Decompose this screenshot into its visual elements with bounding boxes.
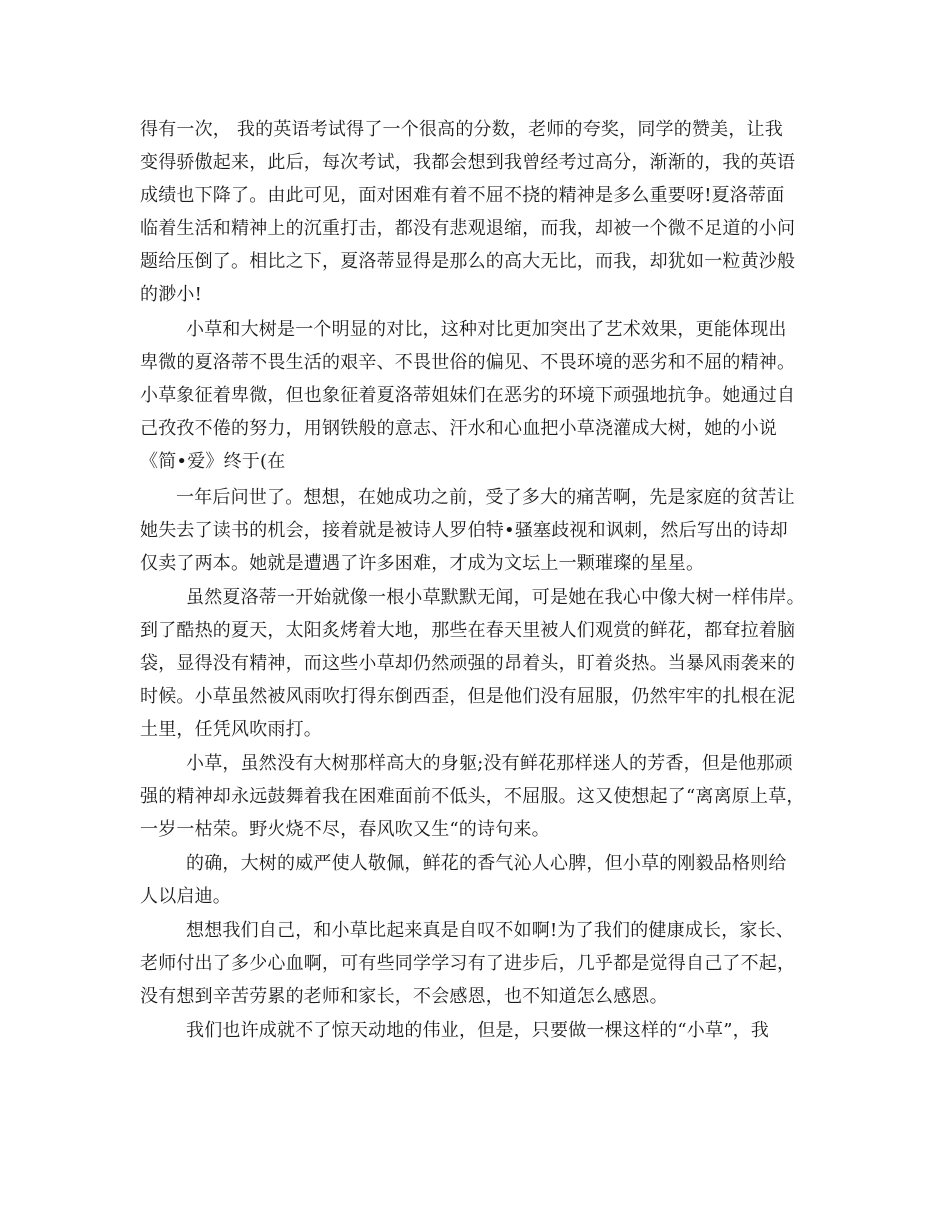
text-line: 小草和大树是一个明显的对比，这种对比更加突出了艺术效果，更能体现出	[186, 319, 787, 340]
text-line: 仅卖了两本。她就是遭遇了许多困难，才成为文坛上一颗璀璨的星星。	[140, 553, 705, 574]
text-line: 强的精神却永远鼓舞着我在困难面前不低头，不屈服。这又使想起了“离离原上草，	[140, 786, 805, 807]
text-line: 成绩也下降了。由此可见，面对困难有着不屈不挠的精神是多么重要呀!夏洛蒂面	[140, 185, 785, 206]
text-line: 没有想到辛苦劳累的老师和家长，不会感恩，也不知道怎么感恩。	[140, 986, 668, 1007]
text-line: 时候。小草虽然被风雨吹打得东倒西歪，但是他们没有屈服，仍然牢牢的扎根在泥	[140, 686, 796, 707]
text-line: 己孜孜不倦的努力，用钢铁般的意志、汗水和心血把小草浇灌成大树，她的小说	[140, 418, 777, 439]
text-line: 小草象征着卑微，但也象征着夏洛蒂姐妹们在恶劣的环境下顽强地抗争。她通过自	[140, 385, 796, 406]
text-line: 小草，虽然没有大树那样高大的身躯;没有鲜花那样迷人的芳香，但是他那顽	[186, 753, 793, 774]
text-line: 我们也许成就不了惊天动地的伟业，但是，只要做一棵这样的“小草”，我	[186, 1020, 770, 1041]
text-line: 一岁一枯荣。野火烧不尽，春风吹又生“的诗句来。	[140, 819, 550, 840]
text-line: 一年后问世了。想想，在她成功之前，受了多大的痛苦啊，先是家庭的贫苦让	[176, 487, 795, 508]
text-line: 到了酷热的夏天，太阳炙烤着大地，那些在春天里被人们观赏的鲜花，都耷拉着脑	[140, 620, 796, 641]
text-line: 袋，显得没有精神，而这些小草却仍然顽强的昂着头，盯着炎热。当暴风雨袭来的	[140, 653, 796, 674]
text-line: 的确，大树的威严使人敬佩，鲜花的香气沁人心脾，但小草的刚毅品格则给	[186, 853, 787, 874]
text-line: 得有一次， 我的英语考试得了一个很高的分数，老师的夸奖，同学的赞美，让我	[140, 119, 783, 140]
text-line: 题给压倒了。相比之下，夏洛蒂显得是那么的高大无比，而我，却犹如一粒黄沙般	[140, 251, 796, 272]
text-line: 卑微的夏洛蒂不畏生活的艰辛、不畏世俗的偏见、不畏环境的恶劣和不屈的精神。	[140, 352, 796, 373]
text-line: 虽然夏洛蒂一开始就像一根小草默默无闻，可是她在我心中像大树一样伟岸。	[186, 587, 805, 608]
text-line: 想想我们自己，和小草比起来真是自叹不如啊!为了我们的健康成长，家长、	[186, 920, 795, 941]
text-line: 老师付出了多少心血啊，可有些同学学习有了进步后，几乎都是觉得自己了不起，	[140, 953, 796, 974]
text-line: 变得骄傲起来，此后，每次考试，我都会想到我曾经考过高分，渐渐的，我的英语	[140, 152, 796, 173]
text-line: 的渺小!	[140, 284, 203, 305]
text-line: 她失去了读书的机会，接着就是被诗人罗伯特•骚塞歧视和讽刺，然后写出的诗却	[140, 520, 788, 541]
text-line: 临着生活和精神上的沉重打击，都没有悲观退缩，而我，却被一个微不足道的小问	[140, 218, 796, 239]
text-line: 《简•爱》终于(在	[140, 451, 286, 472]
text-line: 土里，任凭风吹雨打。	[140, 719, 322, 740]
text-line: 人以启迪。	[140, 886, 231, 907]
